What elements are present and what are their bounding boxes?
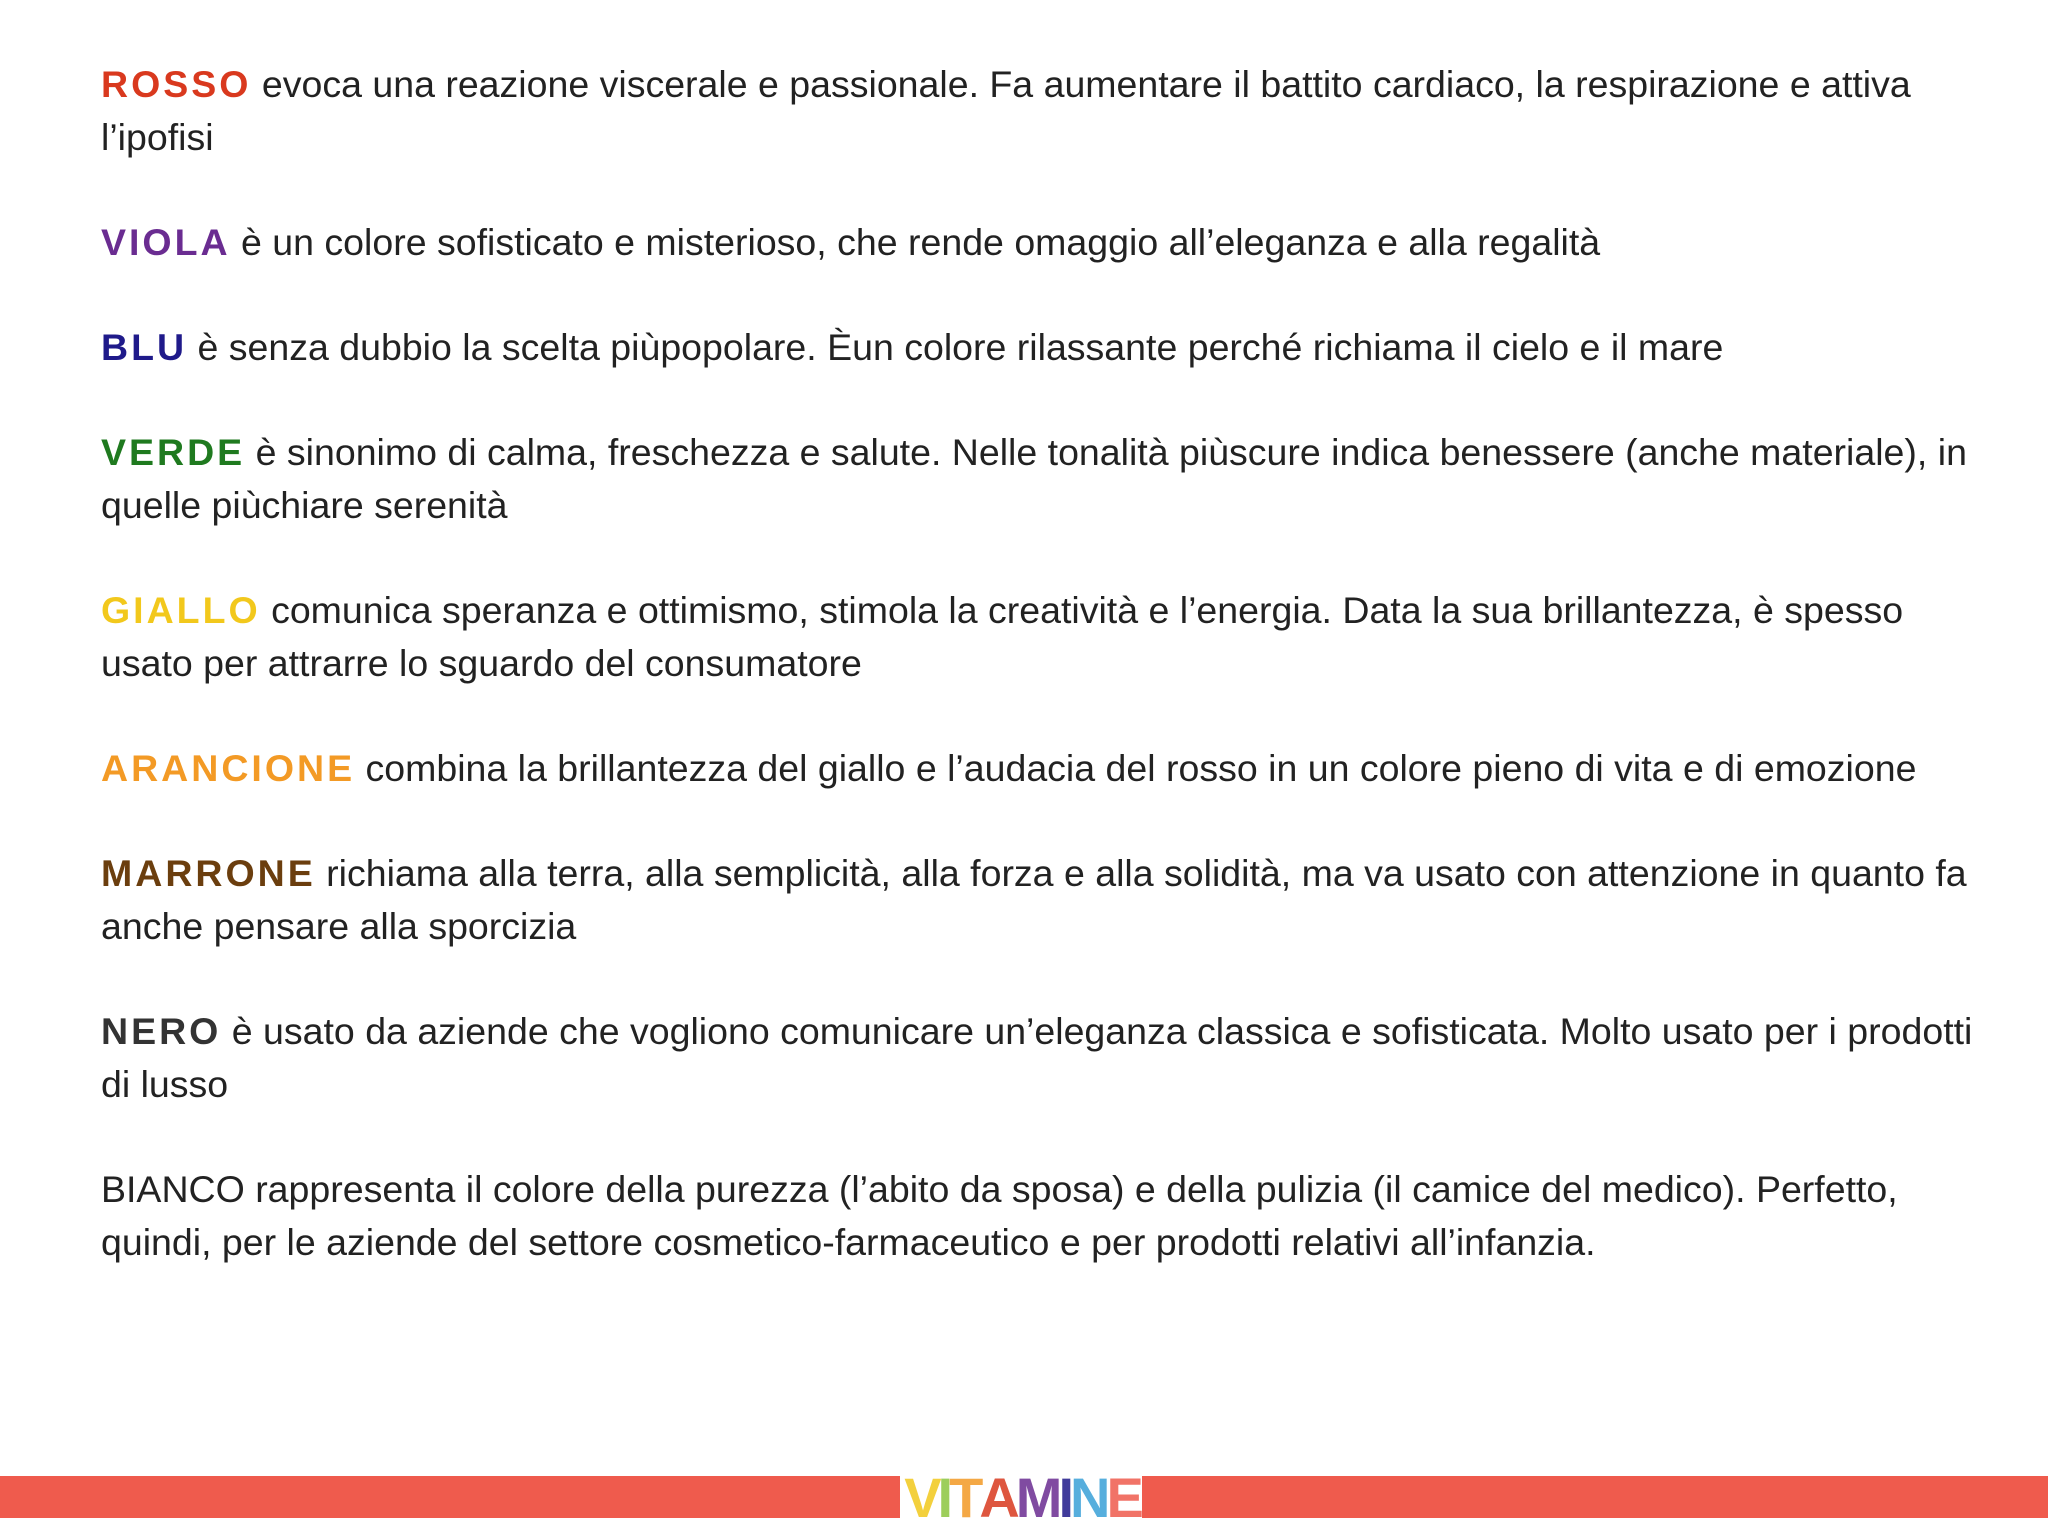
text-bianco: BIANCO rappresenta il colore della purezza (l’abito da sposa) e della pulizia (il camice del medico). Perfetto, quindi, per le aziende del settore cosmetico-farmaceutico e per prodotti relativi all’infanzia. [101,1168,1898,1263]
keyword-nero: NERO [101,1010,222,1052]
paragraph-nero [101,1005,2001,1111]
text-blu: è senza dubbio la scelta piùpopolare. Èun colore rilassante perché richiama il cielo e il mare [187,326,1724,368]
logo-letter: E [1106,1465,1140,1529]
keyword-giallo: GIALLO [101,589,261,631]
keyword-rosso: ROSSO [101,63,252,105]
text-rosso: evoca una reazione viscerale e passionale. Fa aumentare il battito cardiaco, la respirazione e attiva l’ipofisi [101,63,1911,158]
footer-bar-left [0,1476,900,1518]
paragraph-giallo [101,584,2001,690]
text-nero: è usato da aziende che vogliono comunicare un’eleganza classica e sofisticata. Molto usato per i prodotti di lusso [101,1010,1973,1105]
logo-letter: I [937,1465,950,1529]
paragraph-bianco [101,1163,2001,1269]
keyword-verde: VERDE [101,431,246,473]
logo-letter: N [1070,1465,1107,1529]
paragraph-arancione [101,742,2001,795]
text-marrone: richiama alla terra, alla semplicità, alla forza e alla solidità, ma va usato con attenzione in quanto fa anche pensare alla sporcizia [101,852,1967,947]
text-arancione: combina la brillantezza del giallo e l’audacia del rosso in un colore pieno di vita e di emozione [355,747,1917,789]
logo-letter: V [904,1465,938,1529]
paragraph-verde [101,426,2001,532]
footer-bar-right [1142,1476,2048,1518]
logo-letter: I [1058,1465,1070,1529]
text-viola: è un colore sofisticato e misterioso, che rende omaggio all’eleganza e alla regalità [230,221,1601,263]
logo-letter: T [949,1465,980,1529]
logo-letter: M [1015,1465,1059,1529]
keyword-marrone: MARRONE [101,852,316,894]
paragraph-rosso [101,58,2001,164]
logo-letter: A [979,1465,1016,1529]
keyword-blu: BLU [101,326,188,368]
paragraph-blu [101,321,2001,374]
paragraph-marrone [101,847,2001,953]
text-verde: è sinonimo di calma, freschezza e salute. Nelle tonalità piùscure indica benessere (anche materiale), in quelle piùchiare serenità [101,431,1967,526]
text-giallo: comunica speranza e ottimismo, stimola la creatività e l’energia. Data la sua brillantezza, è spesso usato per attrarre lo sguardo del consumatore [101,589,1904,684]
color-meanings-text [101,58,2001,1321]
keyword-arancione: ARANCIONE [101,747,356,789]
vitamine-logo [904,1465,1140,1529]
keyword-viola: VIOLA [101,221,231,263]
paragraph-viola [101,216,2001,269]
